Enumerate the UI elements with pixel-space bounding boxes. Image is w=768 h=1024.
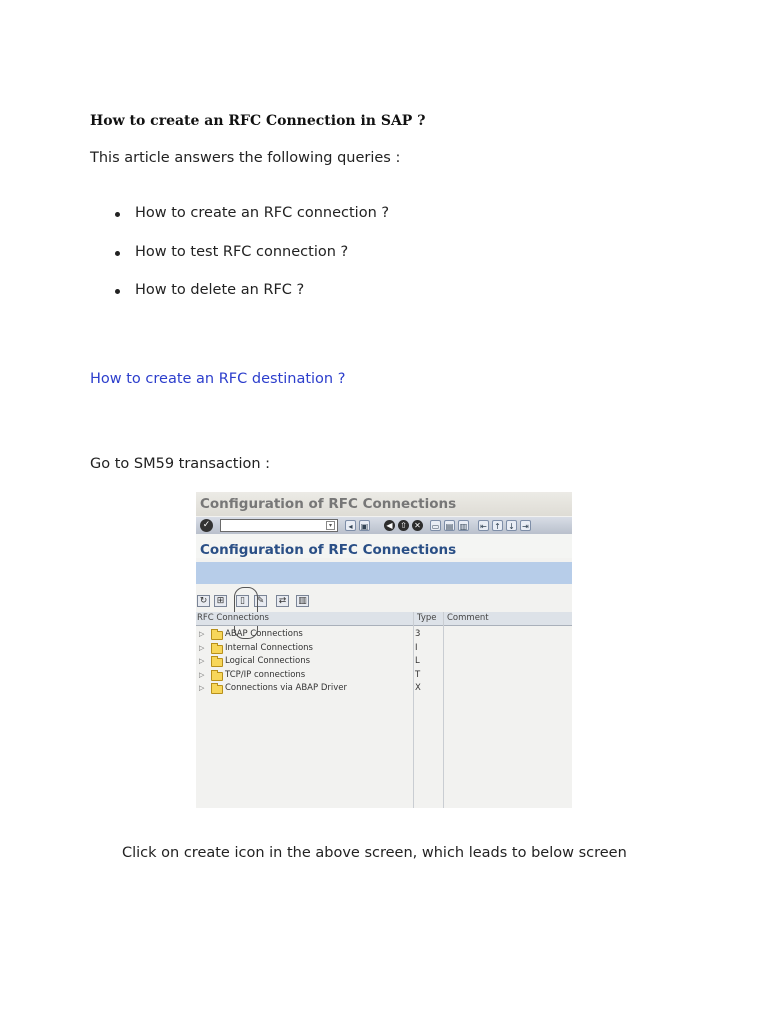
back-arrow-icon[interactable]: ◂: [345, 520, 356, 531]
step-text: Go to SM59 transaction :: [90, 456, 271, 472]
column-header-type[interactable]: Type: [417, 613, 437, 623]
queries-list: [110, 205, 389, 321]
folder-icon: [211, 658, 223, 667]
folder-icon: [211, 672, 223, 681]
table-row[interactable]: [196, 669, 572, 683]
tree-rows: [196, 628, 572, 696]
row-type: 3: [415, 629, 421, 639]
caption-text: Click on create icon in the above screen, which leads to below screen: [122, 845, 627, 861]
next-page-icon[interactable]: ↓: [506, 520, 517, 531]
row-type: I: [415, 642, 418, 653]
expand-icon[interactable]: ▷: [199, 643, 205, 652]
first-page-icon[interactable]: ⇤: [478, 520, 489, 531]
row-type: X: [415, 683, 421, 693]
delete-icon[interactable]: ▥: [296, 595, 309, 607]
find-next-icon[interactable]: ▥: [459, 522, 468, 531]
list-item: [110, 282, 389, 321]
row-label: Internal Connections: [225, 642, 313, 653]
find-icon[interactable]: ▤: [445, 522, 454, 531]
save-icon[interactable]: ▣: [360, 522, 369, 531]
create-icon[interactable]: ▯: [236, 595, 249, 607]
row-type: L: [415, 656, 420, 666]
row-label: ABAP Connections: [225, 629, 303, 639]
table-row[interactable]: [196, 682, 572, 696]
query-text: How to test RFC connection ?: [135, 243, 349, 260]
list-item: [110, 244, 389, 283]
print-icon[interactable]: ▭: [431, 522, 440, 531]
folder-icon: [211, 645, 223, 654]
sap-window-title: Configuration of RFC Connections: [196, 492, 572, 516]
row-label: Connections via ABAP Driver: [225, 683, 347, 693]
table-row[interactable]: [196, 642, 572, 656]
cancel-icon[interactable]: ✕: [412, 520, 423, 531]
article-title: How to create an RFC Connection in SAP ?: [90, 113, 426, 129]
enter-icon[interactable]: ✓: [200, 519, 213, 532]
back-icon[interactable]: ◀: [384, 520, 395, 531]
sap-screenshot: [196, 492, 572, 808]
command-field[interactable]: [220, 519, 338, 532]
folder-icon: [211, 685, 223, 694]
column-header-connections[interactable]: RFC Connections: [197, 613, 269, 623]
row-label: Logical Connections: [225, 656, 311, 666]
find-icon[interactable]: ⊞: [214, 595, 227, 607]
sap-info-band: [196, 562, 572, 584]
table-row[interactable]: [196, 628, 572, 642]
folder-icon: [211, 631, 223, 640]
query-text: How to delete an RFC ?: [135, 282, 305, 298]
section-link-create-rfc-destination[interactable]: How to create an RFC destination ?: [90, 371, 346, 387]
expand-icon[interactable]: ▷: [199, 684, 205, 692]
previous-page-icon[interactable]: ↑: [492, 520, 503, 531]
row-label: TCP/IP connections: [225, 669, 306, 680]
sap-screen-title: Configuration of RFC Connections: [196, 534, 572, 558]
exit-icon[interactable]: ⇧: [398, 520, 409, 531]
tree-header: [196, 612, 572, 626]
row-type: T: [415, 669, 421, 680]
article-intro: This article answers the following queries :: [90, 150, 401, 166]
last-page-icon[interactable]: ⇥: [520, 520, 531, 531]
table-row[interactable]: [196, 655, 572, 669]
refresh-icon[interactable]: ↻: [197, 595, 210, 607]
test-connection-icon[interactable]: ⇄: [276, 595, 289, 607]
column-header-comment[interactable]: Comment: [447, 613, 489, 623]
sap-command-bar: [196, 517, 572, 535]
list-item: [110, 205, 389, 244]
query-text: How to create an RFC connection ?: [135, 205, 390, 221]
expand-icon[interactable]: ▷: [199, 670, 205, 679]
expand-icon[interactable]: ▷: [199, 657, 205, 665]
expand-icon[interactable]: ▷: [199, 630, 205, 638]
dropdown-icon[interactable]: ▾: [326, 521, 335, 530]
change-icon[interactable]: ✎: [254, 595, 267, 607]
